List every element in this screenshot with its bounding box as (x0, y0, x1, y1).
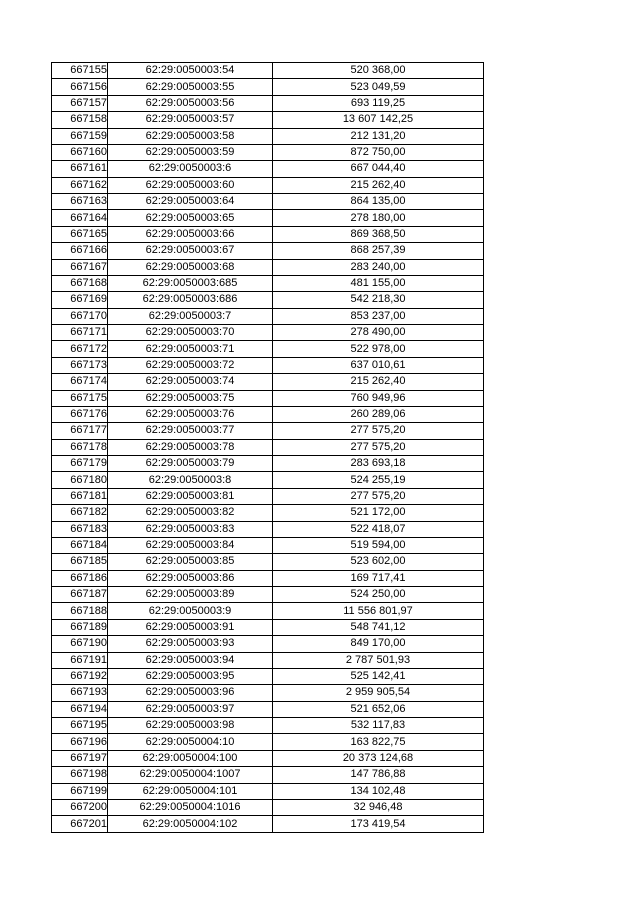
cell-value: 163 822,75 (273, 734, 484, 750)
table-row (52, 750, 484, 766)
cell-cadastral-number: 62:29:0050003:84 (108, 537, 273, 553)
cell-id: 667164 (52, 210, 108, 226)
table-row (52, 63, 484, 79)
cell-cadastral-number: 62:29:0050003:93 (108, 636, 273, 652)
cell-value: 134 102,48 (273, 783, 484, 799)
cell-id: 667159 (52, 128, 108, 144)
cell-value: 522 418,07 (273, 521, 484, 537)
cell-cadastral-number: 62:29:0050003:8 (108, 472, 273, 488)
cell-id: 667156 (52, 79, 108, 95)
cell-value: 548 741,12 (273, 619, 484, 635)
table-row (52, 374, 484, 390)
table-row (52, 177, 484, 193)
cell-id: 667190 (52, 636, 108, 652)
cell-value: 481 155,00 (273, 275, 484, 291)
table-row (52, 341, 484, 357)
cell-id: 667199 (52, 783, 108, 799)
cell-cadastral-number: 62:29:0050003:85 (108, 554, 273, 570)
cell-id: 667178 (52, 439, 108, 455)
cell-id: 667195 (52, 718, 108, 734)
cell-cadastral-number: 62:29:0050003:79 (108, 456, 273, 472)
cell-value: 760 949,96 (273, 390, 484, 406)
cell-cadastral-number: 62:29:0050003:67 (108, 243, 273, 259)
cell-id: 667176 (52, 406, 108, 422)
cell-id: 667169 (52, 292, 108, 308)
cell-value: 147 786,88 (273, 767, 484, 783)
cell-id: 667191 (52, 652, 108, 668)
table-row (52, 570, 484, 586)
table-row (52, 636, 484, 652)
cell-id: 667193 (52, 685, 108, 701)
cell-value: 522 978,00 (273, 341, 484, 357)
cell-cadastral-number: 62:29:0050003:7 (108, 308, 273, 324)
table-row (52, 357, 484, 373)
table-row (52, 79, 484, 95)
table-row (52, 406, 484, 422)
table-row (52, 243, 484, 259)
table-row (52, 325, 484, 341)
cell-id: 667173 (52, 357, 108, 373)
cell-id: 667184 (52, 537, 108, 553)
cell-cadastral-number: 62:29:0050003:54 (108, 63, 273, 79)
cell-cadastral-number: 62:29:0050003:78 (108, 439, 273, 455)
cell-value: 869 368,50 (273, 226, 484, 242)
cell-cadastral-number: 62:29:0050003:59 (108, 144, 273, 160)
cell-cadastral-number: 62:29:0050003:66 (108, 226, 273, 242)
cell-value: 525 142,41 (273, 668, 484, 684)
table-row (52, 652, 484, 668)
cell-value: 637 010,61 (273, 357, 484, 373)
cell-value: 853 237,00 (273, 308, 484, 324)
cell-id: 667165 (52, 226, 108, 242)
cell-value: 173 419,54 (273, 816, 484, 833)
table-row (52, 767, 484, 783)
cell-cadastral-number: 62:29:0050003:58 (108, 128, 273, 144)
cell-cadastral-number: 62:29:0050003:75 (108, 390, 273, 406)
table-row (52, 718, 484, 734)
cell-cadastral-number: 62:29:0050003:9 (108, 603, 273, 619)
cell-cadastral-number: 62:29:0050003:6 (108, 161, 273, 177)
cell-value: 278 490,00 (273, 325, 484, 341)
cell-id: 667188 (52, 603, 108, 619)
table-row (52, 128, 484, 144)
cell-value: 849 170,00 (273, 636, 484, 652)
table-row (52, 210, 484, 226)
cell-id: 667187 (52, 587, 108, 603)
cell-value: 520 368,00 (273, 63, 484, 79)
cell-id: 667170 (52, 308, 108, 324)
table-row (52, 587, 484, 603)
cell-id: 667167 (52, 259, 108, 275)
cell-value: 260 289,06 (273, 406, 484, 422)
cell-cadastral-number: 62:29:0050004:102 (108, 816, 273, 833)
table-row (52, 472, 484, 488)
cell-value: 215 262,40 (273, 177, 484, 193)
cell-cadastral-number: 62:29:0050003:91 (108, 619, 273, 635)
cell-cadastral-number: 62:29:0050003:96 (108, 685, 273, 701)
cell-cadastral-number: 62:29:0050003:83 (108, 521, 273, 537)
cell-id: 667157 (52, 95, 108, 111)
cell-value: 20 373 124,68 (273, 750, 484, 766)
cell-id: 667174 (52, 374, 108, 390)
cell-value: 283 693,18 (273, 456, 484, 472)
cell-id: 667155 (52, 63, 108, 79)
cell-cadastral-number: 62:29:0050004:1007 (108, 767, 273, 783)
cell-cadastral-number: 62:29:0050003:56 (108, 95, 273, 111)
cell-cadastral-number: 62:29:0050003:70 (108, 325, 273, 341)
cell-id: 667180 (52, 472, 108, 488)
cell-id: 667181 (52, 488, 108, 504)
cell-cadastral-number: 62:29:0050003:55 (108, 79, 273, 95)
cell-cadastral-number: 62:29:0050003:72 (108, 357, 273, 373)
cell-cadastral-number: 62:29:0050003:686 (108, 292, 273, 308)
cell-id: 667186 (52, 570, 108, 586)
cell-id: 667189 (52, 619, 108, 635)
table-row (52, 161, 484, 177)
table-row (52, 144, 484, 160)
table-row (52, 505, 484, 521)
table-row (52, 816, 484, 833)
cell-value: 11 556 801,97 (273, 603, 484, 619)
cell-value: 693 119,25 (273, 95, 484, 111)
cell-id: 667168 (52, 275, 108, 291)
table-row (52, 292, 484, 308)
cell-id: 667158 (52, 112, 108, 128)
cell-value: 524 255,19 (273, 472, 484, 488)
cell-id: 667192 (52, 668, 108, 684)
cell-id: 667200 (52, 799, 108, 815)
table-row (52, 390, 484, 406)
cell-value: 523 602,00 (273, 554, 484, 570)
table-row (52, 226, 484, 242)
cell-id: 667196 (52, 734, 108, 750)
cell-cadastral-number: 62:29:0050003:81 (108, 488, 273, 504)
table-row (52, 439, 484, 455)
table-row (52, 619, 484, 635)
cell-cadastral-number: 62:29:0050003:60 (108, 177, 273, 193)
table-row (52, 734, 484, 750)
cell-cadastral-number: 62:29:0050003:57 (108, 112, 273, 128)
cell-value: 524 250,00 (273, 587, 484, 603)
cell-id: 667185 (52, 554, 108, 570)
table-row (52, 701, 484, 717)
table-row (52, 112, 484, 128)
cell-value: 13 607 142,25 (273, 112, 484, 128)
cell-value: 2 959 905,54 (273, 685, 484, 701)
cell-id: 667198 (52, 767, 108, 783)
cell-id: 667182 (52, 505, 108, 521)
cell-cadastral-number: 62:29:0050003:65 (108, 210, 273, 226)
cell-id: 667171 (52, 325, 108, 341)
cell-value: 868 257,39 (273, 243, 484, 259)
cell-value: 667 044,40 (273, 161, 484, 177)
cell-id: 667183 (52, 521, 108, 537)
cell-value: 532 117,83 (273, 718, 484, 734)
cell-cadastral-number: 62:29:0050004:101 (108, 783, 273, 799)
cell-value: 277 575,20 (273, 423, 484, 439)
table-row (52, 783, 484, 799)
cell-cadastral-number: 62:29:0050003:74 (108, 374, 273, 390)
cell-id: 667179 (52, 456, 108, 472)
table-row (52, 423, 484, 439)
cell-cadastral-number: 62:29:0050003:77 (108, 423, 273, 439)
cell-cadastral-number: 62:29:0050004:10 (108, 734, 273, 750)
cell-value: 519 594,00 (273, 537, 484, 553)
cell-value: 864 135,00 (273, 194, 484, 210)
cell-value: 2 787 501,93 (273, 652, 484, 668)
table-row (52, 799, 484, 815)
cell-id: 667160 (52, 144, 108, 160)
table-row (52, 194, 484, 210)
table-row (52, 521, 484, 537)
cell-cadastral-number: 62:29:0050003:68 (108, 259, 273, 275)
cell-id: 667161 (52, 161, 108, 177)
cell-id: 667197 (52, 750, 108, 766)
cell-cadastral-number: 62:29:0050003:82 (108, 505, 273, 521)
cell-cadastral-number: 62:29:0050003:89 (108, 587, 273, 603)
cell-id: 667201 (52, 816, 108, 833)
table-row (52, 685, 484, 701)
table-row (52, 668, 484, 684)
cell-id: 667177 (52, 423, 108, 439)
table-row (52, 308, 484, 324)
cell-value: 277 575,20 (273, 488, 484, 504)
cell-value: 212 131,20 (273, 128, 484, 144)
cell-id: 667162 (52, 177, 108, 193)
cell-cadastral-number: 62:29:0050003:95 (108, 668, 273, 684)
cell-cadastral-number: 62:29:0050004:100 (108, 750, 273, 766)
cell-cadastral-number: 62:29:0050003:98 (108, 718, 273, 734)
cell-value: 521 172,00 (273, 505, 484, 521)
cell-cadastral-number: 62:29:0050004:1016 (108, 799, 273, 815)
cell-value: 215 262,40 (273, 374, 484, 390)
cell-value: 872 750,00 (273, 144, 484, 160)
table-row (52, 554, 484, 570)
cell-value: 277 575,20 (273, 439, 484, 455)
cell-cadastral-number: 62:29:0050003:94 (108, 652, 273, 668)
cell-id: 667166 (52, 243, 108, 259)
table-row (52, 456, 484, 472)
cell-id: 667194 (52, 701, 108, 717)
table-row (52, 95, 484, 111)
cell-value: 283 240,00 (273, 259, 484, 275)
cell-value: 32 946,48 (273, 799, 484, 815)
cell-value: 169 717,41 (273, 570, 484, 586)
cell-value: 523 049,59 (273, 79, 484, 95)
cell-id: 667163 (52, 194, 108, 210)
cell-value: 521 652,06 (273, 701, 484, 717)
cell-cadastral-number: 62:29:0050003:76 (108, 406, 273, 422)
cell-cadastral-number: 62:29:0050003:86 (108, 570, 273, 586)
cell-value: 278 180,00 (273, 210, 484, 226)
table-row (52, 488, 484, 504)
cadastral-values-table (51, 62, 484, 833)
cell-cadastral-number: 62:29:0050003:97 (108, 701, 273, 717)
table-row (52, 537, 484, 553)
table-row (52, 603, 484, 619)
cell-value: 542 218,30 (273, 292, 484, 308)
cell-cadastral-number: 62:29:0050003:64 (108, 194, 273, 210)
cell-cadastral-number: 62:29:0050003:71 (108, 341, 273, 357)
cell-id: 667175 (52, 390, 108, 406)
table-body (52, 63, 484, 833)
table-row (52, 259, 484, 275)
cell-cadastral-number: 62:29:0050003:685 (108, 275, 273, 291)
cell-id: 667172 (52, 341, 108, 357)
table-row (52, 275, 484, 291)
